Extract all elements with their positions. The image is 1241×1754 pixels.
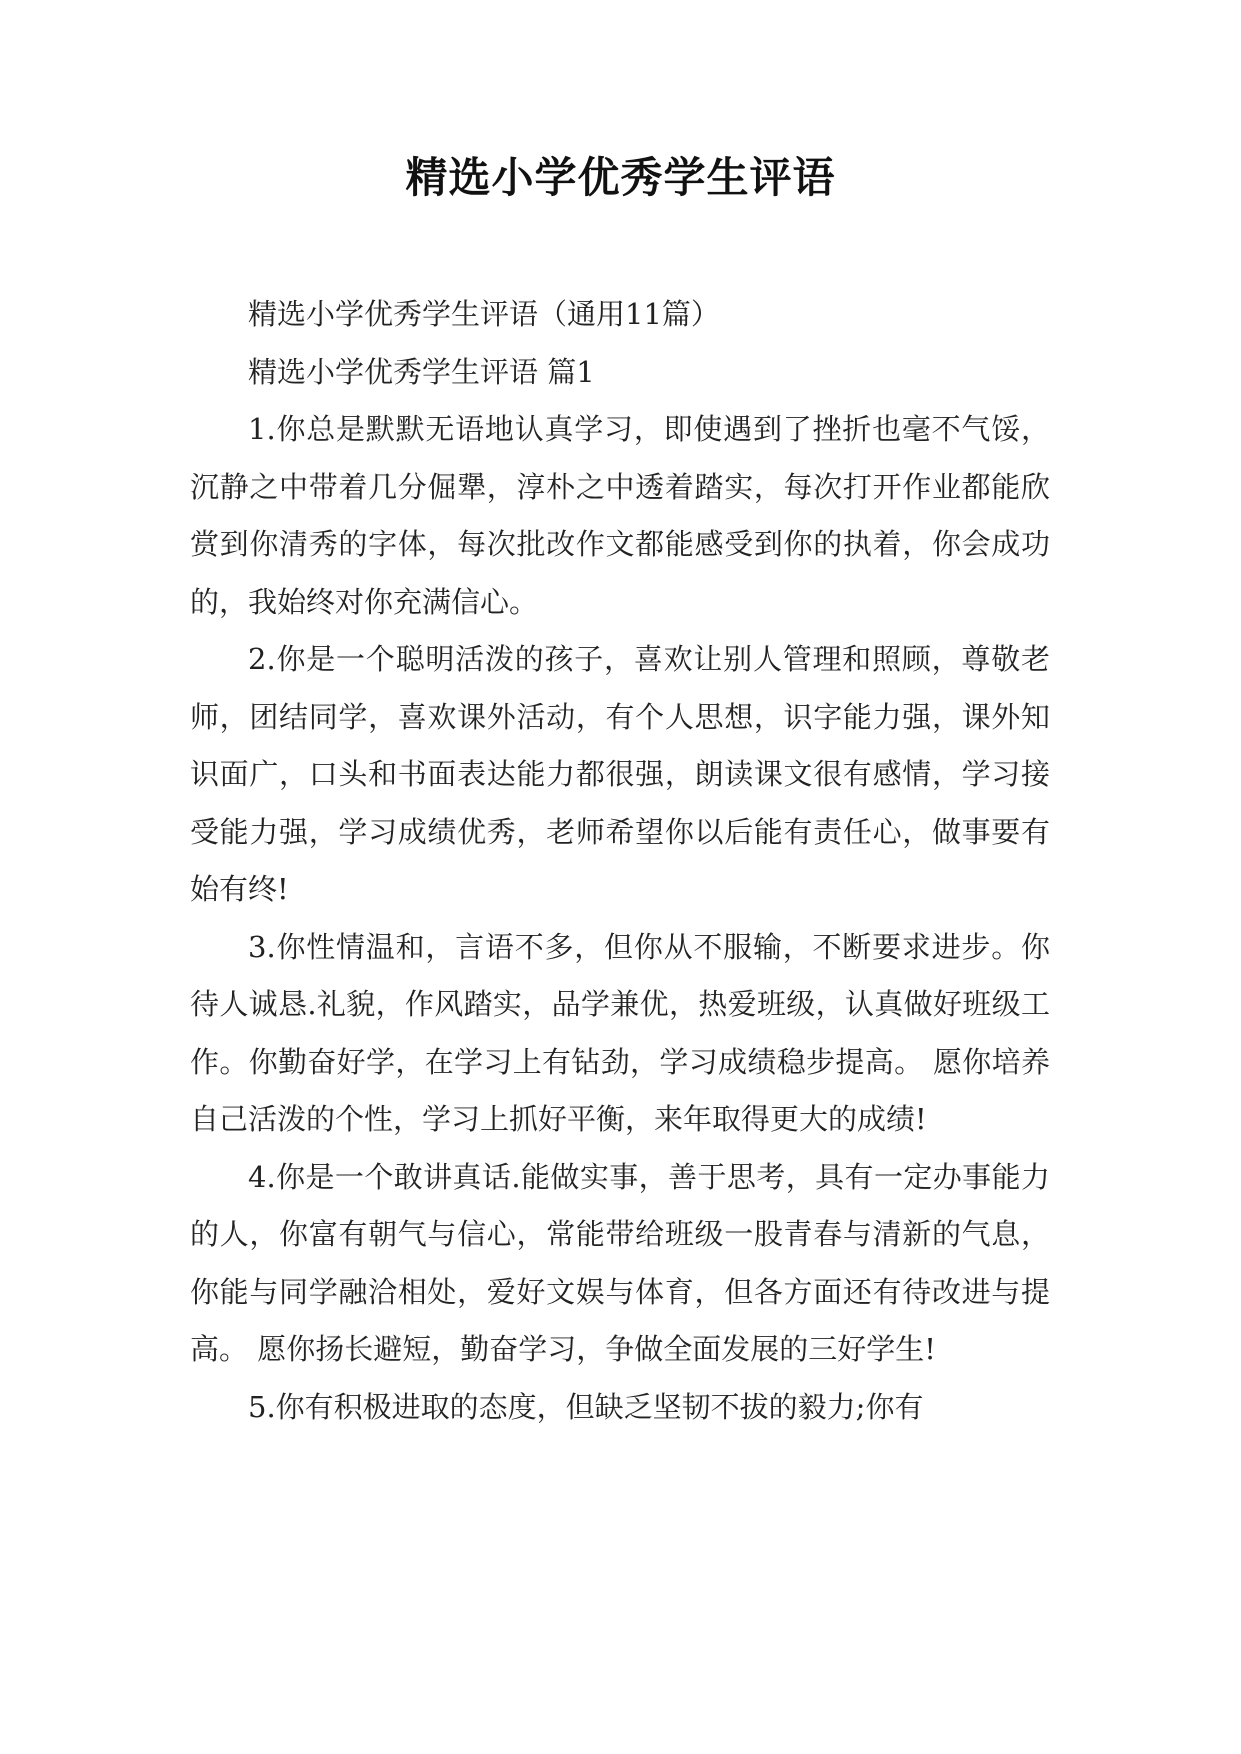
comment-paragraph-5: 5.你有积极进取的态度，但缺乏坚韧不拔的毅力;你有 xyxy=(248,1389,924,1424)
comment-paragraph-4: 4.你是一个敢讲真话.能做实事，善于思考，具有一定办事能力的人，你富有朝气与信心，常能带给班级一股青春与清新的气息，你能与同学融洽相处，爱好文娱与体育，但各方面还有待改进与提高。 愿你扬长避短，勤奋学习，争做全面发展的三好学生! xyxy=(190,1159,1050,1366)
comment-paragraph-3: 3.你性情温和，言语不多，但你从不服输，不断要求进步。你待人诚恳.礼貌，作风踏实，品学兼优，热爱班级，认真做好班级工作。你勤奋好学，在学习上有钻劲，学习成绩稳步提高。 愿你培养自己活泼的个性，学习上抓好平衡，来年取得更大的成绩! xyxy=(190,929,1050,1136)
comment-paragraph-1: 1.你总是默默无语地认真学习，即使遇到了挫折也毫不气馁，沉静之中带着几分倔犟，淳朴之中透着踏实，每次打开作业都能欣赏到你清秀的字体，每次批改作文都能感受到你的执着，你会成功的，我始终对你充满信心。 xyxy=(190,412,1050,619)
document-subtitle: 精选小学优秀学生评语（通用11篇） xyxy=(248,297,720,331)
section-heading: 精选小学优秀学生评语 篇1 xyxy=(248,354,595,389)
document-body xyxy=(190,286,1050,1436)
document-title: 精选小学优秀学生评语 xyxy=(405,153,836,202)
comment-paragraph-2: 2.你是一个聪明活泼的孩子，喜欢让别人管理和照顾，尊敬老师，团结同学，喜欢课外活动，有个人思想，识字能力强，课外知识面广，口头和书面表达能力都很强，朗读课文很有感情，学习接受能力强，学习成绩优秀，老师希望你以后能有责任心，做事要有始有终! xyxy=(190,642,1050,906)
